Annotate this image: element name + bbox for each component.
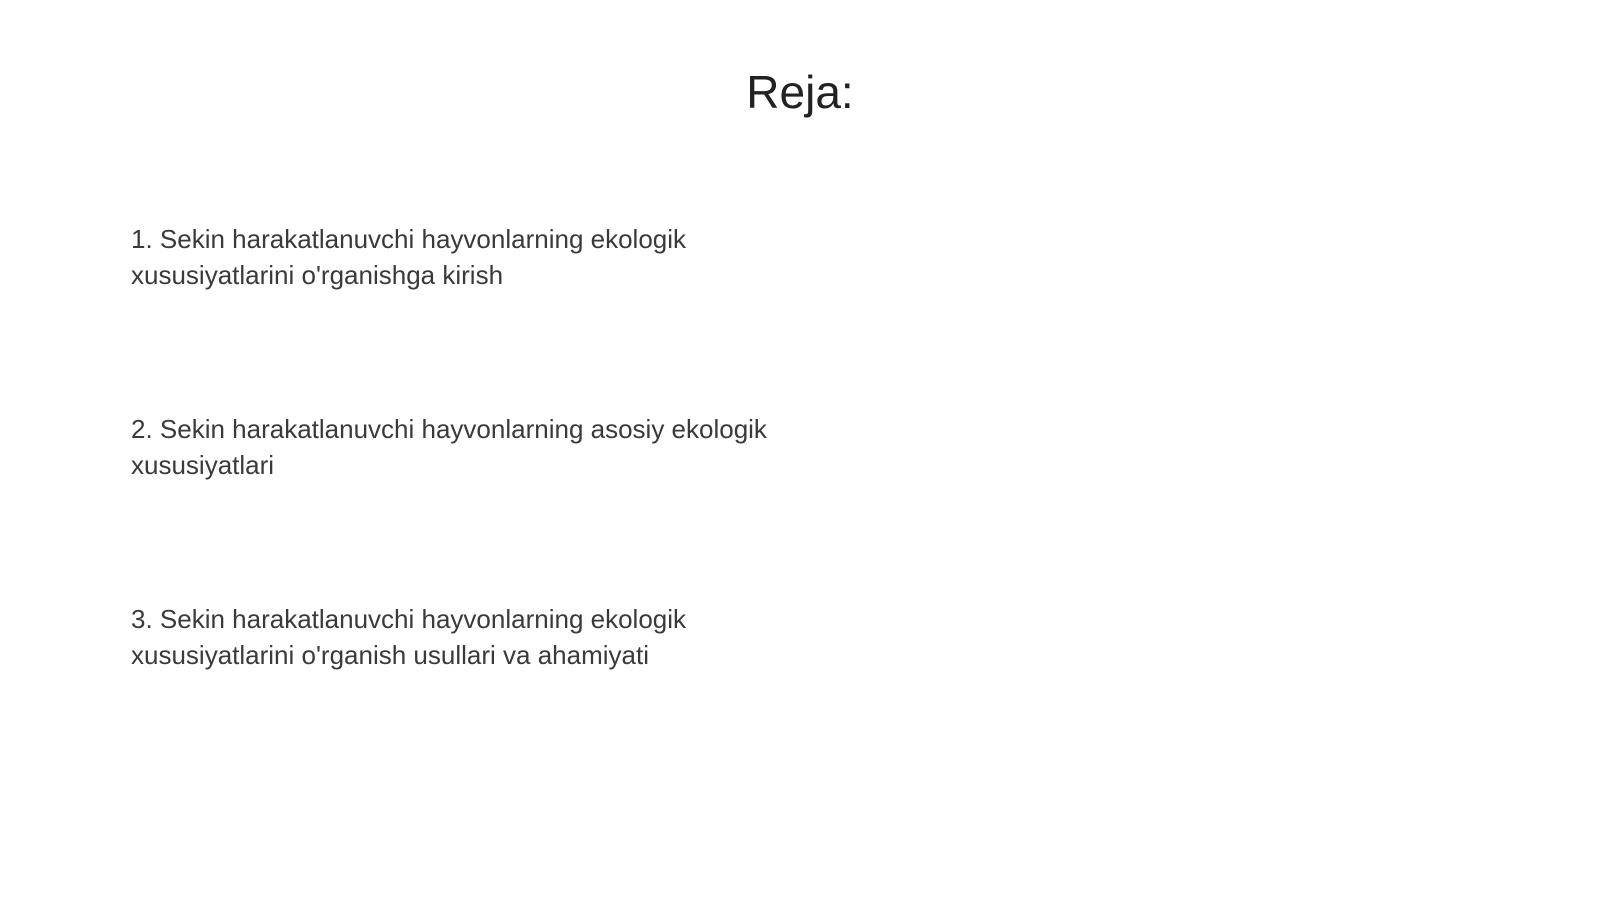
plan-item-1-line-2: xususiyatlarini o'rganishga kirish <box>131 260 504 290</box>
plan-item-2-line-2: xususiyatlari <box>131 450 275 480</box>
plan-item-2 <box>131 411 831 483</box>
plan-item-3-line-2: xususiyatlarini o'rganish usullari va ahamiyati <box>131 640 649 670</box>
plan-item-2-line-1: 2. Sekin harakatlanuvchi hayvonlarning asosiy ekologik <box>131 414 767 444</box>
plan-item-3-line-1: 3. Sekin harakatlanuvchi hayvonlarning ekologik <box>131 604 687 634</box>
slide-title: Reja: <box>746 66 854 118</box>
plan-item-1 <box>131 221 831 293</box>
plan-item-3 <box>131 601 831 673</box>
plan-item-1-line-1: 1. Sekin harakatlanuvchi hayvonlarning ekologik <box>131 224 687 254</box>
